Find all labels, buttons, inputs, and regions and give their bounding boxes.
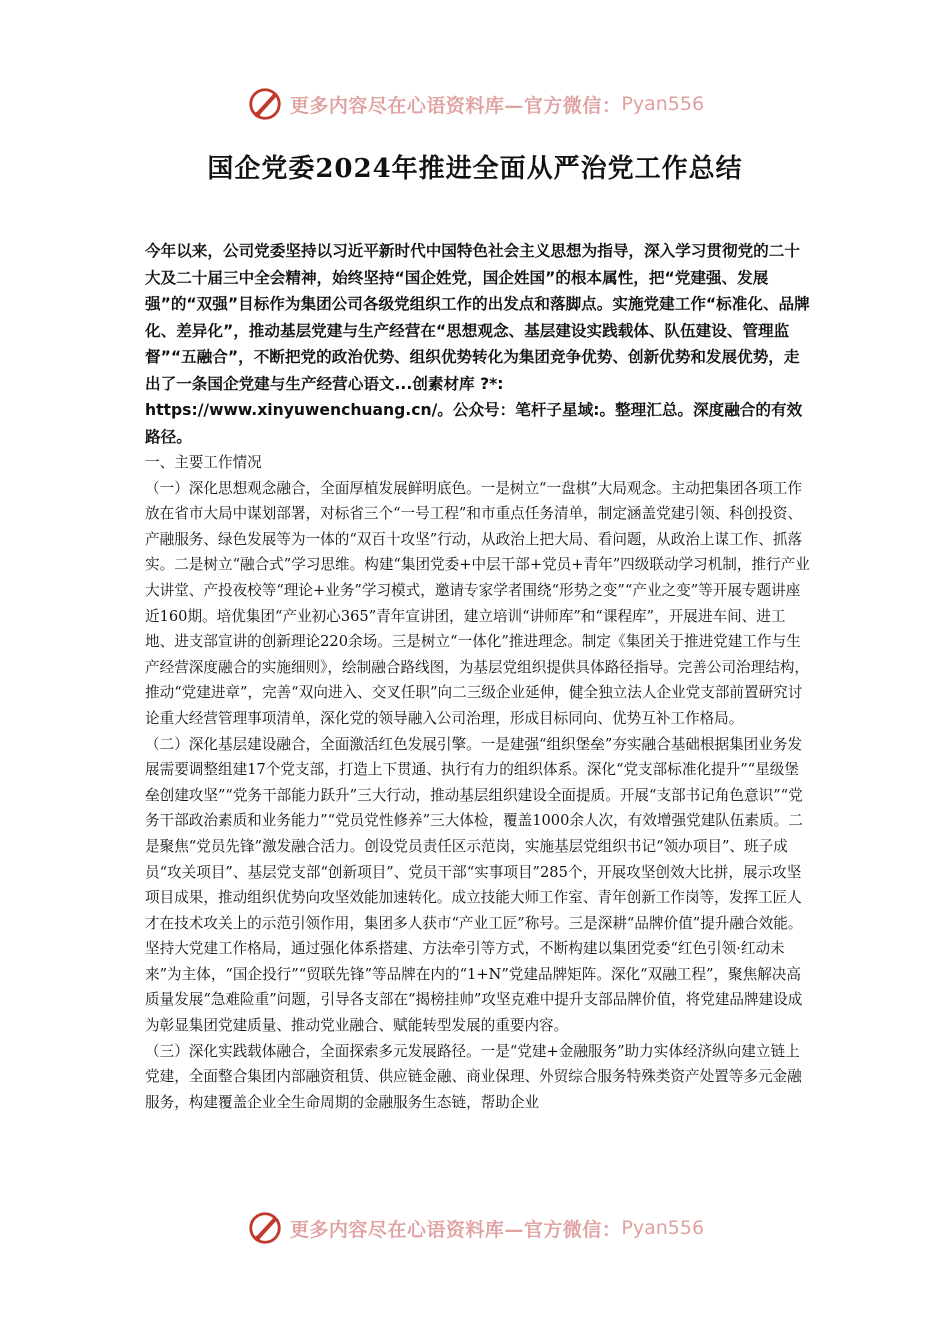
banner-text: 更多内容尽在心语资料库—官方微信： — [289, 94, 622, 117]
brush-logo-icon — [246, 1209, 284, 1247]
banner-wechat-id: Pyan556 — [621, 1217, 705, 1239]
banner-text: 更多内容尽在心语资料库—官方微信： — [289, 1218, 622, 1241]
paragraph-1: （一）深化思想观念融合，全面厚植发展鲜明底色。一是树立“一盘棋”大局观念。主动把集团各项工作放在省市大局中谋划部署，对标省三个“一号工程”和市重点任务清单，制定涵盖党建引领、科创投资、产融服务、绿色发展等为一体的“双百十攻坚”行动，从政治上把大局、看问题，从政治上谋工作、抓落实。二是树立“融合式”学习思维。构建“集团党委+中层干部+党员+青年”四级联动学习机制，推行产业大讲堂、产投夜校等“理论+业务”学习模式，邀请专家学者围绕“形势之变”“产业之变”等开展专题讲座近160期。培优集团“产业初心365”青年宣讲团，建立培训“讲师库”和“课程库”，开展进车间、进工地、进支部宣讲的创新理论220余场。三是树立“一体化”推进理念。制定《集团关于推进党建工作与生产经营深度融合的实施细则》，绘制融合路线图，为基层党组织提供具体路径指导。完善公司治理结构，推动“党建进章”，完善“双向进入、交叉任职”向二三级企业延伸，健全独立法人企业党支部前置研究讨论重大经营管理事项清单，深化党的领导融入公司治理，形成目标同向、优势互补工作格局。 — [145, 479, 810, 727]
intro-paragraph: 今年以来，公司党委坚持以习近平新时代中国特色社会主义思想为指导，深入学习贯彻党的二十大及二十届三中全会精神，始终坚持“国企姓党，国企姓国”的根本属性，把“党建强、发展强”的“双强”目标作为集团公司各级党组织工作的出发点和落脚点。实施党建工作“标准化、品牌化、差异化”，推动基层党建与生产经营在“思想观念、基层建设实践载体、队伍建设、管理监督”“五融合”，不断把党的政治优势、组织优势转化为集团竞争优势、创新优势和发展优势，走出了一条国企党建与生产经营心语文...创素材库 ?*: https://www.xinyuwenchuang.cn/。公众号：笔杆子星域:。整理汇总。深度融合的有效路径。 — [145, 242, 810, 446]
section-heading: 一、主要工作情况 — [145, 454, 262, 471]
watermark-banner-bottom — [0, 1206, 950, 1250]
paragraph-2: （二）深化基层建设融合，全面激活红色发展引擎。一是建强“组织堡垒”夯实融合基础根据集团业务发展需要调整组建17个党支部，打造上下贯通、执行有力的组织体系。深化“党支部标准化提升”“星级堡垒创建攻坚”“党务干部能力跃升”三大行动，推动基层组织建设全面提质。开展“支部书记角色意识”“党务干部政治素质和业务能力”“党员党性修养”三大体检，覆盖1000余人次，有效增强党建队伍素质。二是聚焦“党员先锋”激发融合活力。创设党员责任区示范岗，实施基层党组织书记“领办项目”、班子成员“攻关项目”、基层党支部“创新项目”、党员干部“实事项目”285个，开展攻坚创效大比拼，展示攻坚项目成果，推动组织优势向攻坚效能加速转化。成立技能大师工作室、青年创新工作岗等，发挥工匠人才在技术攻关上的示范引领作用，集团多人获市“产业工匠”称号。三是深耕“品牌价值”提升融合效能。坚持大党建工作格局，通过强化体系搭建、方法牵引等方式，不断构建以集团党委“红色引领·红动未来”为主体，“国企投行”“贸联先锋”等品牌在内的“1+N”党建品牌矩阵。深化“双融工程”，聚焦解决高质量发展“急难险重”问题，引导各支部在“揭榜挂帅”攻坚克难中提升支部品牌价值，将党建品牌建设成为彰显集团党建质量、推动党业融合、赋能转型发展的重要内容。 — [145, 735, 803, 1035]
banner-wechat-id: Pyan556 — [621, 93, 705, 115]
brush-logo-icon — [246, 85, 284, 123]
document-title: 国企党委2024年推进全面从严治党工作总结 — [207, 154, 743, 184]
document-body — [145, 238, 810, 1115]
watermark-banner-top — [0, 82, 950, 126]
paragraph-3: （三）深化实践载体融合，全面探索多元发展路径。一是“党建+金融服务”助力实体经济纵向建立链上党建，全面整合集团内部融资租赁、供应链金融、商业保理、外贸综合服务特殊类资产处置等多元金融服务，构建覆盖企业全生命周期的金融服务生态链，帮助企业 — [145, 1042, 802, 1111]
